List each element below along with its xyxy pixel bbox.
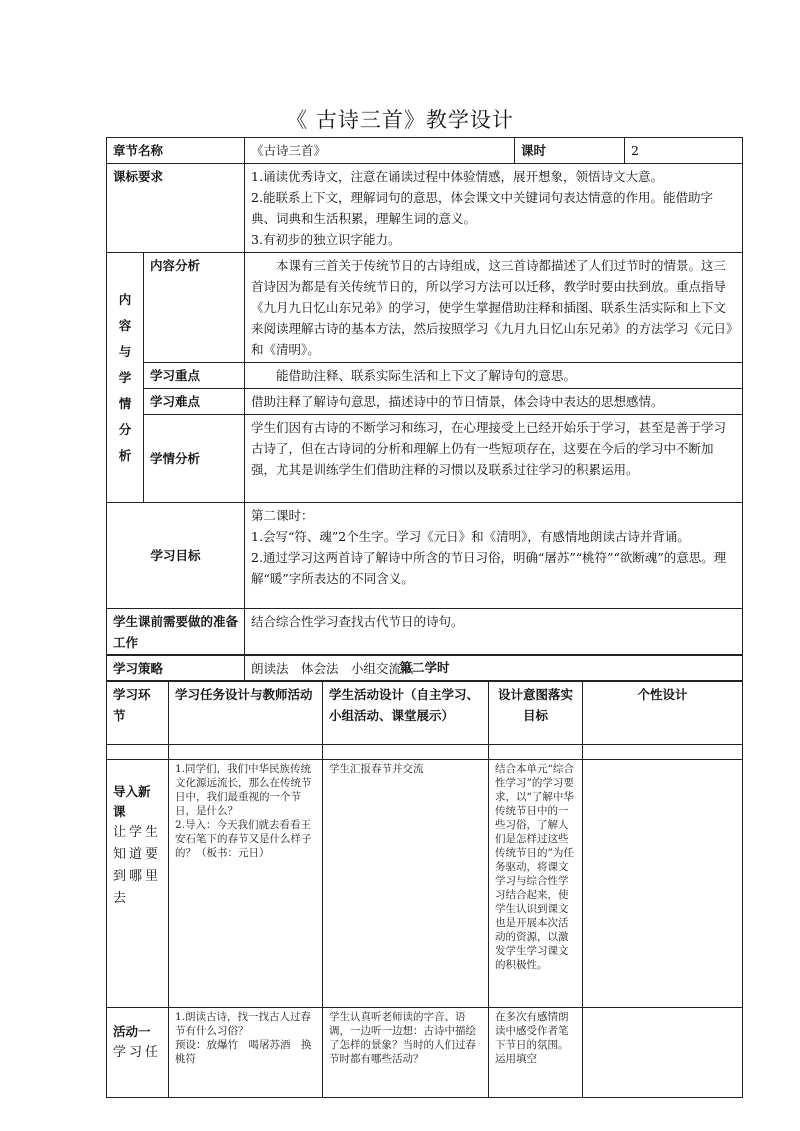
goals-text bbox=[245, 503, 743, 609]
analysis-group-label: 内 容 与 学 情 分 析 bbox=[107, 253, 144, 503]
curriculum-label: 课标要求 bbox=[107, 164, 245, 253]
prep-label: 学生课前需要做的准备工作 bbox=[107, 609, 245, 656]
header-personal: 个性设计 bbox=[583, 681, 743, 745]
header-task: 学习任务设计与教师活动 bbox=[169, 681, 323, 745]
course-info-table bbox=[106, 137, 743, 682]
curriculum-line: 3.有初步的独立识字能力。 bbox=[251, 232, 401, 247]
task-cell: 1.同学们，我们中华民族传统文化源远流长，那么在传统节日中，我们最重视的一个节日，是什么？ 2.导入：今天我们就去看看王安石笔下的春节又是什么样子的？（板书：元日） bbox=[169, 760, 323, 1008]
curriculum-line: 1.诵读优秀诗文，注意在诵读过程中体验情感，展开想象，领悟诗文大意。 bbox=[251, 169, 663, 184]
hours-value: 2 bbox=[625, 138, 743, 164]
stage-cell bbox=[107, 1008, 169, 1098]
student-cell: 学生认真听老师读的字音、语调，一边听一边想：古诗中描绘了怎样的景象？当时的人们过春节时都有哪些活动？ bbox=[323, 1008, 489, 1098]
personal-cell bbox=[583, 760, 743, 1008]
student-cell: 学生汇报春节并交流 bbox=[323, 760, 489, 1008]
goal-line: 2.通过学习这两首诗了解诗中所含的节日习俗，明确“屠苏”“桃符”“欲断魂”的意思。理解“暖”字所表达的不同含义。 bbox=[251, 550, 727, 586]
header-intent: 设计意图落实目标 bbox=[489, 681, 583, 745]
curriculum-line: 2.能联系上下文，理解词句的意思，体会课文中关键词句表达情意的作用。能借助字典、词典和生活积累，理解生词的意义。 bbox=[251, 190, 713, 226]
strategy-text: 朗读法 体会法 小组交流法 bbox=[245, 656, 743, 682]
stage-title: 活动一 bbox=[113, 1024, 151, 1039]
strategy-label: 学习策略 bbox=[107, 656, 245, 682]
intent-cell: 在多次有感情朗读中感受作者笔下节日的氛围。运用填空 bbox=[489, 1008, 583, 1098]
hours-label: 课时 bbox=[515, 138, 625, 164]
learner-analysis-label: 学情分析 bbox=[144, 415, 245, 503]
task-cell: 1.朗读古诗，找一找古人过春节有什么习俗？ 预设：放爆竹 喝屠苏酒 换桃符 bbox=[169, 1008, 323, 1098]
goal-line: 第二课时： bbox=[251, 508, 314, 523]
document-title: 《 古诗三首》教学设计 bbox=[286, 108, 514, 132]
goals-label: 学习目标 bbox=[107, 503, 245, 609]
content-analysis-text: 本课有三首关于传统节日的古诗组成，这三首诗都描述了人们过节时的情景。这三首诗因为都是有关传统节日的，所以学习方法可以迁移，教学时要由扶到放。重点指导《九月九日忆山东兄弟》的学习，使学生掌握借助注释和插图、联系生活实际和上下文来阅读理解古诗的基本方法，然后按照学习《九月九日忆山东兄弟》的方法学习《元日》和《清明》。 bbox=[245, 253, 743, 363]
content-analysis-label: 内容分析 bbox=[144, 253, 245, 363]
key-point-text: 能借助注释、联系实际生活和上下文了解诗句的意思。 bbox=[245, 363, 743, 389]
learner-analysis-text: 学生们因有古诗的不断学习和练习，在心理接受上已经开始乐于学习，甚至是善于学习古诗了，但在古诗词的分析和理解上仍有一些短项存在，这要在今后的学习中不断加强，尤其是训练学生们借助注释的习惯以及联系过往学习的积累运用。 bbox=[245, 415, 743, 503]
difficulty-text: 借助注释了解诗句意思，描述诗中的节日情景，体会诗中表达的思想感情。 bbox=[245, 389, 743, 415]
stage-subtitle: 让学生知道要到哪里去 bbox=[113, 825, 162, 906]
chapter-value: 《古诗三首》 bbox=[245, 138, 515, 164]
difficulty-label: 学习难点 bbox=[144, 389, 245, 415]
key-point-label: 学习重点 bbox=[144, 363, 245, 389]
stage-subtitle: 学习任 bbox=[113, 1045, 162, 1060]
stage-cell bbox=[107, 760, 169, 1008]
header-stage: 学习环节 bbox=[107, 681, 169, 745]
header-student: 学生活动设计（自主学习、小组活动、课堂展示） bbox=[323, 681, 489, 745]
personal-cell bbox=[583, 1008, 743, 1098]
intent-cell: 结合本单元“综合性学习”的学习要求，以“了解中华传统节日中的一些习俗，了解人们是怎样过这些传统节日的”为任务驱动，将课文学习与综合性学习结合起来，使学生认识到课文也是开展本次活动的资源，以激发学生学习课文的积极性。 bbox=[489, 760, 583, 1008]
goal-line: 1.会写“符、魂”2个生字。学习《元日》和《清明》，有感情地朗读古诗并背诵。 bbox=[251, 529, 690, 544]
chapter-label: 章节名称 bbox=[107, 138, 245, 164]
prep-text: 结合综合性学习查找古代节日的诗句。 bbox=[245, 609, 743, 656]
stage-title: 导入新课 bbox=[113, 784, 151, 819]
section-title: 第二学时 bbox=[107, 655, 743, 681]
lesson-plan-table bbox=[106, 654, 743, 1098]
curriculum-text bbox=[245, 164, 743, 253]
